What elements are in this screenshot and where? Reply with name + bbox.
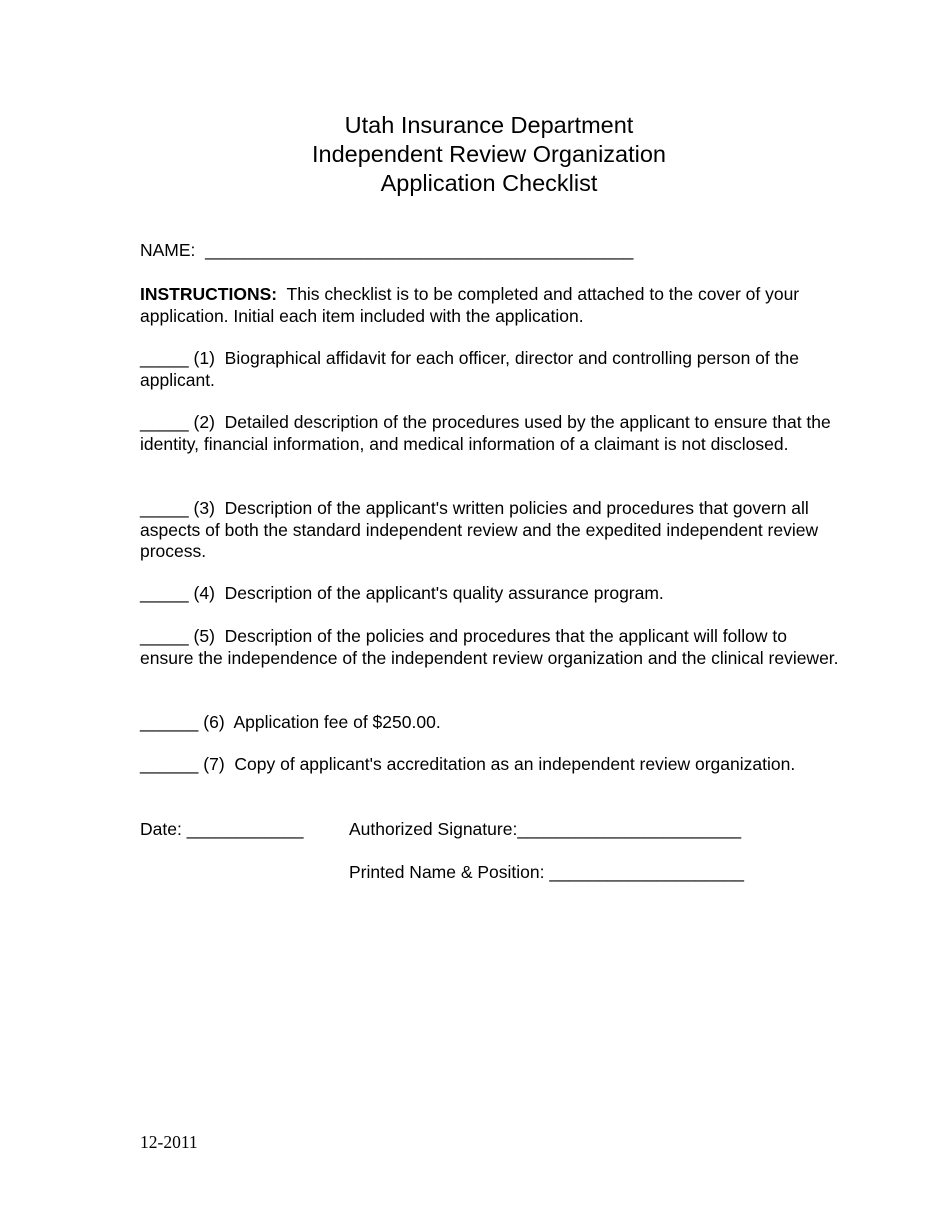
date-label: Date: bbox=[140, 819, 182, 839]
item-text: Copy of applicant's accreditation as an independent review organization. bbox=[234, 754, 796, 774]
initial-blank[interactable]: _____ bbox=[140, 583, 189, 603]
checklist-item-1 bbox=[140, 348, 840, 391]
initial-blank[interactable]: _____ bbox=[140, 498, 189, 518]
document-header bbox=[0, 111, 950, 198]
date-blank[interactable]: ____________ bbox=[186, 819, 304, 839]
item-number: (4) bbox=[193, 583, 215, 603]
checklist-item-7 bbox=[140, 754, 840, 776]
instructions-paragraph bbox=[140, 284, 830, 327]
checklist-item-3 bbox=[140, 498, 840, 563]
item-number: (7) bbox=[203, 754, 225, 774]
item-text: Biographical affidavit for each officer, director and controlling person of the applicant. bbox=[140, 348, 799, 390]
form-title: Application Checklist bbox=[380, 170, 598, 196]
initial-blank[interactable]: ______ bbox=[140, 712, 199, 732]
initial-blank[interactable]: _____ bbox=[140, 626, 189, 646]
printed-name-blank[interactable]: ____________________ bbox=[549, 862, 745, 882]
agency-title: Utah Insurance Department bbox=[344, 112, 634, 138]
checklist-item-6 bbox=[140, 712, 840, 734]
checklist-item-2 bbox=[140, 412, 840, 455]
printed-name-label: Printed Name & Position: bbox=[349, 862, 545, 882]
initial-blank[interactable]: _____ bbox=[140, 412, 189, 432]
item-number: (2) bbox=[193, 412, 215, 432]
item-number: (3) bbox=[193, 498, 215, 518]
printed-name-field bbox=[349, 861, 744, 883]
item-text: Description of the applicant's written policies and procedures that govern all aspects of both the standard independent review and the expedited independent review process. bbox=[140, 498, 819, 561]
name-field bbox=[140, 239, 633, 261]
item-number: (5) bbox=[193, 626, 215, 646]
instructions-text: This checklist is to be completed and attached to the cover of your application. Initial each item included with the application. bbox=[140, 284, 800, 326]
item-number: (6) bbox=[203, 712, 225, 732]
item-number: (1) bbox=[193, 348, 215, 368]
checklist-item-5 bbox=[140, 626, 840, 669]
organization-title: Independent Review Organization bbox=[311, 141, 667, 167]
initial-blank[interactable]: ______ bbox=[140, 754, 199, 774]
item-text: Application fee of $250.00. bbox=[233, 712, 441, 732]
checklist-item-4 bbox=[140, 583, 840, 605]
item-text: Description of the policies and procedures that the applicant will follow to ensure the independence of the independent review organization and the clinical reviewer. bbox=[140, 626, 839, 668]
signature-label: Authorized Signature: bbox=[349, 819, 518, 839]
name-blank[interactable]: ____________________________________________ bbox=[205, 240, 634, 260]
name-label: NAME: bbox=[140, 240, 196, 260]
signature-blank[interactable]: _______________________ bbox=[517, 819, 742, 839]
date-field bbox=[140, 818, 304, 840]
instructions-label: INSTRUCTIONS: bbox=[140, 284, 278, 304]
item-text: Description of the applicant's quality assurance program. bbox=[224, 583, 664, 603]
initial-blank[interactable]: _____ bbox=[140, 348, 189, 368]
item-text: Detailed description of the procedures used by the applicant to ensure that the identity, financial information, and medical information of a claimant is not disclosed. bbox=[140, 412, 831, 454]
revision-date: 12-2011 bbox=[140, 1132, 198, 1152]
signature-field bbox=[349, 818, 741, 840]
